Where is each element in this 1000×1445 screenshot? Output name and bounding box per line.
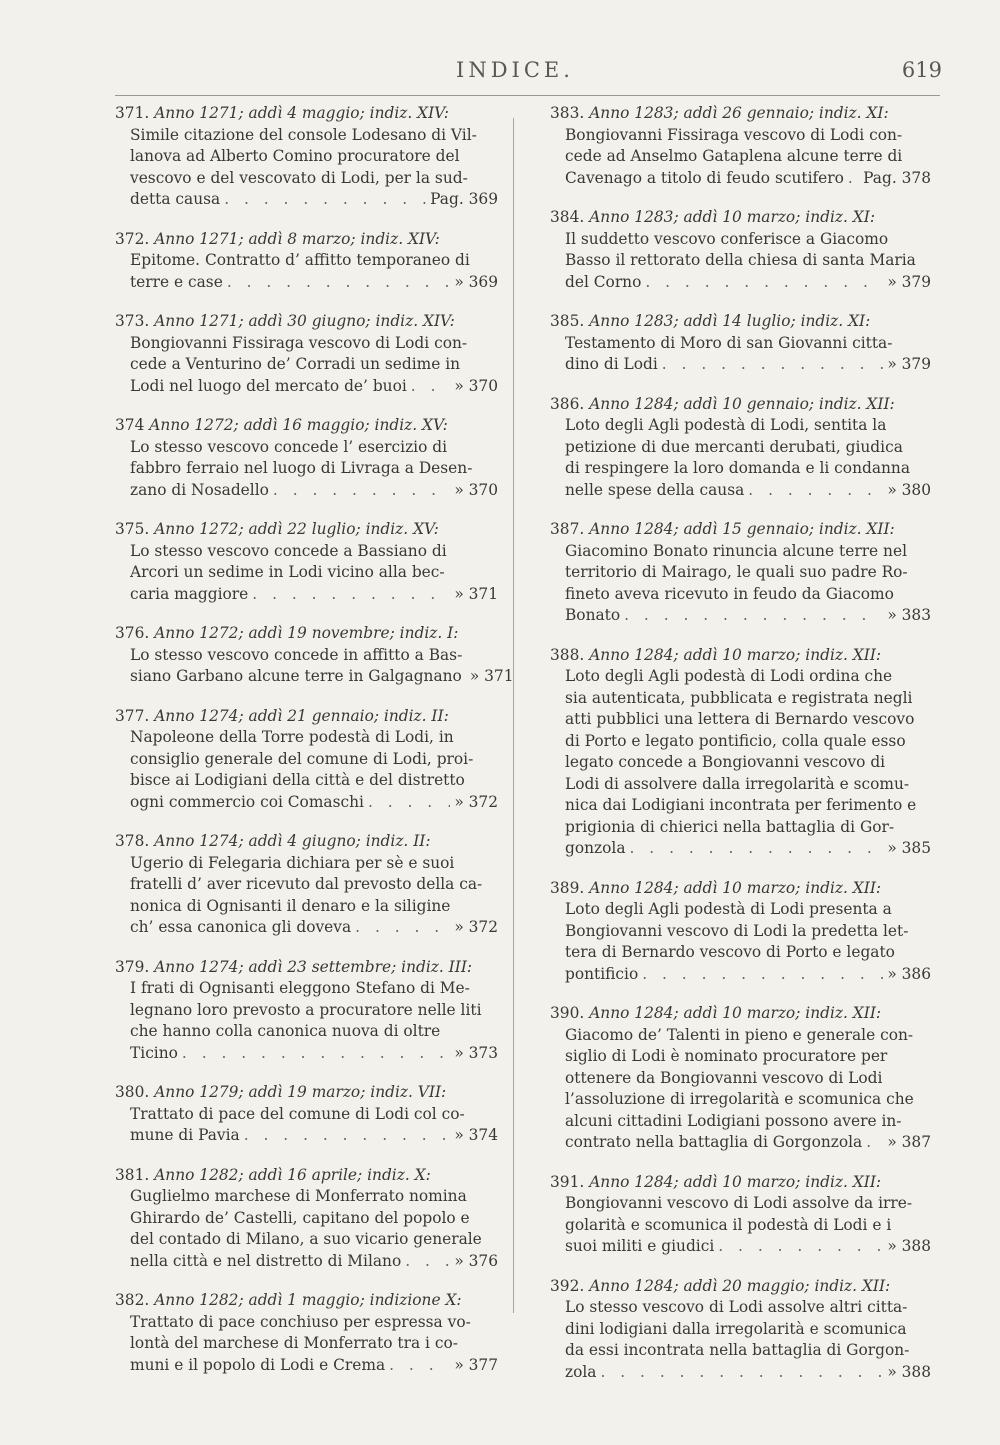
dot-leader <box>748 480 883 502</box>
entry-text-line: Basso il rettorato della chiesa di santa Maria <box>565 251 916 269</box>
entry-text-line: Bongiovanni Fissiraga vescovo di Lodi con- <box>565 125 903 144</box>
entry-number: 385. <box>550 312 585 330</box>
entry-text-line: contrato nella battaglia di Gorgonzola <box>565 1133 863 1151</box>
page-reference: » 372 <box>454 792 498 811</box>
dot-leader <box>368 792 450 814</box>
entry-date: Anno 1271; addì 30 giugno; indiz. XIV: <box>154 312 455 330</box>
entry-description <box>565 1193 931 1258</box>
entry-text-line: Ghirardo de’ Castelli, capitano del popolo e <box>130 1208 470 1227</box>
entry-text-line: Testamento di Moro di san Giovanni citta- <box>565 333 893 352</box>
index-entry <box>550 645 931 860</box>
entry-description <box>130 727 498 813</box>
entry-last-line <box>565 272 931 294</box>
entry-description <box>565 541 931 627</box>
dot-leader <box>866 1132 883 1154</box>
index-entry <box>115 957 498 1065</box>
page-reference: » 371 <box>469 667 514 685</box>
index-entry <box>115 229 498 294</box>
entry-heading <box>115 1290 498 1312</box>
entry-text-line: Trattato di pace del comune di Lodi col co- <box>130 1104 465 1123</box>
index-entry <box>550 1172 931 1258</box>
page-reference: » 387 <box>887 1133 931 1151</box>
entry-date: Anno 1272; addì 16 maggio; indiz. XV: <box>149 416 448 434</box>
entry-text-line: del Corno <box>565 272 642 291</box>
entry-text-line: pontificio <box>565 964 639 983</box>
entry-text-line: Lodi nel luogo del mercato de’ buoi <box>130 376 407 395</box>
entry-last-line <box>130 189 498 211</box>
entry-text-line: Napoleone della Torre podestà di Lodi, in <box>130 728 454 746</box>
entry-last-line <box>565 354 931 376</box>
page-reference: » 376 <box>454 1251 498 1270</box>
entry-last-line <box>565 1362 931 1384</box>
entry-date: Anno 1274; addì 21 gennaio; indiz. II: <box>154 706 449 725</box>
entry-text-line: Guglielmo marchese di Monferrato nomina <box>130 1187 467 1205</box>
entry-text-line: l’assoluzione di irregolarità e scomunica che <box>565 1090 914 1108</box>
entry-text-line: Loto degli Agli podestà di Lodi, sentita la <box>565 416 887 434</box>
entry-text-line: tera di Bernardo vescovo di Porto e legato <box>565 943 895 961</box>
entry-text-line: gonzola <box>565 839 626 857</box>
index-entry <box>550 1276 931 1384</box>
entry-heading <box>115 1165 498 1187</box>
entry-description <box>130 333 498 398</box>
entry-description <box>130 853 498 939</box>
entry-number: 389. <box>550 878 585 897</box>
left-column <box>115 103 514 1394</box>
index-entry <box>550 1003 931 1154</box>
entry-heading <box>550 1003 931 1025</box>
entry-text-line: Lodi di assolvere dalla irregolarità e scomu- <box>565 774 910 793</box>
entry-last-line <box>130 792 498 814</box>
dot-leader <box>273 480 450 502</box>
entry-number: 374 <box>115 416 145 434</box>
entry-number: 377. <box>115 706 150 725</box>
dot-leader <box>645 272 883 294</box>
entry-text-line: I frati di Ognisanti eleggono Stefano di Me- <box>130 979 470 997</box>
entry-text-line: ch’ essa canonica gli doveva <box>130 918 352 936</box>
entry-heading <box>550 519 931 541</box>
entry-text-line: nelle spese della causa <box>565 480 745 499</box>
dot-leader <box>252 584 450 606</box>
entry-last-line <box>130 1251 498 1273</box>
entry-text-line: Epitome. Contratto d’ affitto temporaneo di <box>130 251 470 269</box>
index-entry <box>550 878 931 986</box>
entry-date: Anno 1283; addì 10 marzo; indiz. XI: <box>589 208 876 226</box>
entry-text-line: Giacomo de’ Talenti in pieno e generale con- <box>565 1025 914 1044</box>
entry-last-line <box>565 1236 931 1258</box>
entry-description <box>130 1312 498 1377</box>
entry-number: 388. <box>550 645 585 664</box>
page-reference: » 377 <box>454 1355 498 1374</box>
entry-text-line: dino di Lodi <box>565 355 658 373</box>
entry-last-line <box>130 1125 498 1147</box>
entry-date: Anno 1282; addì 1 maggio; indizione X: <box>154 1291 462 1309</box>
index-entry <box>550 103 931 189</box>
entry-number: 382. <box>115 1291 150 1309</box>
entry-text-line: golarità e scomunica il podestà di Lodi e i <box>565 1215 892 1234</box>
entry-text-line: da essi incontrata nella battaglia di Gorgon- <box>565 1341 910 1359</box>
entry-number: 383. <box>550 104 585 122</box>
entry-text-line: Trattato di pace conchiuso per espressa vo- <box>130 1312 471 1331</box>
entry-last-line <box>130 666 514 688</box>
entry-description <box>565 229 931 294</box>
entry-number: 384. <box>550 208 585 226</box>
entry-heading <box>550 311 931 333</box>
page-reference: » 380 <box>887 480 931 499</box>
entry-number: 371. <box>115 104 150 122</box>
entry-text-line: suoi militi e giudici <box>565 1237 715 1255</box>
entry-date: Anno 1282; addì 16 aprile; indiz. X: <box>154 1165 431 1184</box>
entry-text-line: petizione di due mercanti derubati, giudica <box>565 437 903 456</box>
dot-leader <box>244 1125 451 1147</box>
dot-leader <box>182 1043 450 1065</box>
entry-text-line: Simile citazione del console Lodesano di Vil- <box>130 125 477 144</box>
entry-description <box>565 125 931 190</box>
entry-text-line: lontà del marchese di Monferrato tra i co- <box>130 1334 458 1352</box>
index-entry <box>115 831 498 939</box>
index-entry <box>550 311 931 376</box>
entry-text-line: fabbro ferraio nel luogo di Livraga a Desen- <box>130 459 473 477</box>
entry-text-line: mune di Pavia <box>130 1126 240 1144</box>
entry-text-line: territorio di Mairago, le quali suo padre Ro- <box>565 563 908 581</box>
entry-last-line <box>130 480 498 502</box>
page-reference: » 386 <box>887 964 931 983</box>
entry-heading <box>115 229 498 251</box>
page-reference: » 370 <box>454 480 498 499</box>
entry-date: Anno 1284; addì 10 marzo; indiz. XII: <box>589 1004 882 1022</box>
page-reference: » 388 <box>887 1362 931 1381</box>
dot-leader <box>227 272 451 294</box>
entry-text-line: che hanno colla canonica nuova di oltre <box>130 1022 441 1040</box>
entry-text-line: zola <box>565 1362 597 1381</box>
entry-text-line: Bonato <box>565 606 621 624</box>
page-reference: » 379 <box>887 355 931 373</box>
entry-text-line: zano di Nosadello <box>130 480 269 499</box>
page-reference: » 372 <box>454 918 498 936</box>
entry-date: Anno 1284; addì 15 gennaio; indiz. XII: <box>589 520 895 538</box>
entry-description <box>130 1104 498 1147</box>
entry-last-line <box>565 838 931 860</box>
right-column <box>550 103 931 1401</box>
index-entry <box>550 394 931 502</box>
entry-date: Anno 1279; addì 19 marzo; indiz. VII: <box>154 1083 447 1101</box>
entry-text-line: caria maggiore <box>130 584 249 603</box>
entry-description <box>565 333 931 376</box>
page-header <box>0 0 1000 100</box>
entry-text-line: Lo stesso vescovo concede in affitto a Bas- <box>130 645 463 664</box>
page-reference: Pag. 369 <box>430 190 498 208</box>
entry-description <box>565 415 931 501</box>
entry-number: 376. <box>115 624 150 642</box>
entry-heading <box>550 394 931 416</box>
entry-text-line: legato concede a Bongiovanni vescovo di <box>565 753 886 771</box>
entry-text-line: alcuni cittadini Lodigiani possono avere in- <box>565 1111 902 1130</box>
entry-text-line: Loto degli Agli podestà di Lodi presenta a <box>565 900 892 918</box>
entry-description <box>130 978 498 1064</box>
entry-text-line: Arcori un sedime in Lodi vicino alla bec- <box>130 563 445 581</box>
entry-number: 375. <box>115 520 150 538</box>
entry-number: 379. <box>115 957 150 976</box>
index-entry <box>115 1165 498 1273</box>
page-reference: Pag. 378 <box>863 168 931 187</box>
page-reference: » 379 <box>887 272 931 291</box>
dot-leader <box>848 168 859 190</box>
index-entry <box>550 207 931 293</box>
dot-leader <box>624 605 883 627</box>
entry-description <box>130 1186 498 1272</box>
dot-leader <box>224 189 426 211</box>
entry-text-line: dini lodigiani dalla irregolarità e scomunica <box>565 1319 907 1338</box>
entry-number: 391. <box>550 1172 585 1191</box>
entry-last-line <box>130 1043 498 1065</box>
index-entry <box>115 519 498 605</box>
index-entry <box>115 311 498 397</box>
entry-text-line: siglio di Lodi è nominato procuratore per <box>565 1047 888 1065</box>
entry-description <box>565 1025 931 1154</box>
entry-heading <box>115 623 498 645</box>
entry-date: Anno 1284; addì 10 marzo; indiz. XII: <box>589 878 882 897</box>
entry-number: 380. <box>115 1083 150 1101</box>
page-reference: » 385 <box>887 839 931 857</box>
entry-text-line: nica dai Lodigiani incontrata per ferimento e <box>565 796 917 814</box>
entry-text-line: Il suddetto vescovo conferisce a Giacomo <box>565 229 889 248</box>
entry-date: Anno 1272; addì 19 novembre; indiz. I: <box>154 624 459 642</box>
entry-date: Anno 1274; addì 23 settembre; indiz. III: <box>154 957 473 976</box>
dot-leader <box>662 354 884 376</box>
entry-text-line: Cavenago a titolo di feudo scutifero <box>565 168 844 187</box>
entry-number: 372. <box>115 229 150 248</box>
entry-text-line: Ticino <box>130 1043 178 1062</box>
entry-text-line: fineto aveva ricevuto in feudo da Giacomo <box>565 584 894 603</box>
dot-leader <box>630 838 884 860</box>
dot-leader <box>405 1251 450 1273</box>
entry-text-line: Bongiovanni Fissiraga vescovo di Lodi con- <box>130 333 468 352</box>
entry-date: Anno 1283; addì 26 gennaio; indiz. XI: <box>589 104 889 122</box>
entry-date: Anno 1271; addì 8 marzo; indiz. XIV: <box>154 229 440 248</box>
entry-number: 387. <box>550 520 585 538</box>
dot-leader <box>642 964 883 986</box>
entry-heading <box>115 415 498 437</box>
entry-last-line <box>565 605 931 627</box>
entry-text-line: Loto degli Agli podestà di Lodi ordina che <box>565 667 893 685</box>
entry-heading <box>115 103 498 125</box>
entry-date: Anno 1284; addì 10 marzo; indiz. XII: <box>589 1172 882 1191</box>
entry-text-line: Lo stesso vescovo concede a Bassiano di <box>130 541 447 560</box>
entry-date: Anno 1272; addì 22 luglio; indiz. XV: <box>154 520 439 538</box>
index-entry <box>115 706 498 814</box>
entry-text-line: bisce ai Lodigiani della città e del distretto <box>130 771 465 789</box>
entry-text-line: Giacomino Bonato rinuncia alcune terre nel <box>565 541 907 560</box>
entry-text-line: terre e case <box>130 272 223 291</box>
page-reference: » 369 <box>454 272 498 291</box>
page-reference: » 373 <box>454 1043 498 1062</box>
entry-heading <box>550 1172 931 1194</box>
entry-text-line: nella città e nel distretto di Milano <box>130 1251 402 1270</box>
page-reference: » 388 <box>887 1237 931 1255</box>
entry-text-line: detta causa <box>130 190 221 208</box>
entry-text-line: nonica di Ognisanti il denaro e la siligine <box>130 896 451 915</box>
entry-date: Anno 1283; addì 14 luglio; indiz. XI: <box>589 312 871 330</box>
entry-text-line: consiglio generale del comune di Lodi, proi- <box>130 749 474 768</box>
page-number: 619 <box>901 58 942 82</box>
entry-text-line: del contado di Milano, a suo vicario generale <box>130 1230 482 1248</box>
entry-heading <box>550 1276 931 1298</box>
entry-text-line: di Porto e legato pontificio, colla quale esso <box>565 731 906 750</box>
entry-last-line <box>565 964 931 986</box>
entry-heading <box>115 957 498 979</box>
entry-date: Anno 1284; addì 10 marzo; indiz. XII: <box>589 645 882 664</box>
entry-text-line: vescovo e del vescovato di Lodi, per la sud- <box>130 168 468 187</box>
entry-number: 390. <box>550 1004 585 1022</box>
entry-text-line: sia autenticata, pubblicata e registrata negli <box>565 688 913 707</box>
dot-leader <box>600 1362 883 1384</box>
entry-text-line: Lo stesso vescovo concede l’ esercizio di <box>130 437 448 456</box>
column-divider <box>513 118 514 1313</box>
entry-text-line: cede ad Anselmo Gataplena alcune terre di <box>565 147 903 165</box>
entry-text-line: di respingere la loro domanda e li condanna <box>565 459 911 477</box>
entry-last-line <box>565 168 931 190</box>
entry-number: 373. <box>115 312 150 330</box>
entry-text-line: atti pubblici una lettera di Bernardo vescovo <box>565 710 915 728</box>
entry-text-line: fratelli d’ aver ricevuto dal prevosto della ca- <box>130 875 483 893</box>
entry-text-line: siano Garbano alcune terre in Galgagnano <box>130 667 462 685</box>
index-entry <box>115 1082 498 1147</box>
entry-last-line <box>130 584 498 606</box>
entry-last-line <box>565 480 931 502</box>
entry-heading <box>115 519 498 541</box>
page-title: INDICE. <box>456 58 574 82</box>
entry-description <box>130 437 498 502</box>
index-entry <box>115 415 498 501</box>
entry-heading <box>115 706 498 728</box>
entry-heading <box>115 1082 498 1104</box>
page-reference: » 371 <box>454 584 498 603</box>
page-reference: » 383 <box>887 606 931 624</box>
entry-last-line <box>130 272 498 294</box>
entry-text-line: Ugerio di Felegaria dichiara per sè e suoi <box>130 853 455 872</box>
page-reference: » 374 <box>454 1126 498 1144</box>
entry-last-line <box>130 917 498 939</box>
entry-last-line <box>130 376 498 398</box>
index-entry <box>115 1290 498 1376</box>
dot-leader <box>355 917 450 939</box>
entry-description <box>565 666 931 860</box>
entry-description <box>565 899 931 985</box>
entry-text-line: Lo stesso vescovo di Lodi assolve altri citta- <box>565 1298 908 1316</box>
entry-description <box>130 125 498 211</box>
dot-leader <box>389 1355 450 1377</box>
page-reference: » 370 <box>454 376 498 395</box>
entry-date: Anno 1271; addì 4 maggio; indiz. XIV: <box>154 104 449 122</box>
index-entry <box>115 623 514 688</box>
entry-number: 378. <box>115 832 150 850</box>
header-rule <box>115 95 940 96</box>
entry-text-line: cede a Venturino de’ Corradi un sedime in <box>130 355 461 373</box>
entry-text-line: legnano loro prevosto a procuratore nelle liti <box>130 1000 482 1019</box>
entry-description <box>130 645 514 688</box>
entry-heading <box>550 207 931 229</box>
entry-description <box>565 1297 931 1383</box>
entry-text-line: Bongiovanni vescovo di Lodi assolve da irre- <box>565 1194 913 1212</box>
entry-date: Anno 1284; addì 20 maggio; indiz. XII: <box>589 1276 891 1295</box>
index-entry <box>550 519 931 627</box>
entry-description <box>130 250 498 293</box>
entry-date: Anno 1284; addì 10 gennaio; indiz. XII: <box>589 394 895 413</box>
entry-last-line <box>130 1355 498 1377</box>
entry-date: Anno 1274; addì 4 giugno; indiz. II: <box>154 832 431 850</box>
entry-description <box>130 541 498 606</box>
entry-text-line: lanova ad Alberto Comino procuratore del <box>130 147 460 165</box>
index-entry <box>115 103 498 211</box>
entry-number: 381. <box>115 1165 150 1184</box>
entry-number: 392. <box>550 1276 585 1295</box>
entry-heading <box>550 103 931 125</box>
entry-text-line: ottenere da Bongiovanni vescovo di Lodi <box>565 1068 883 1087</box>
entry-text-line: Bongiovanni vescovo di Lodi la predetta let- <box>565 921 909 940</box>
entry-heading <box>550 878 931 900</box>
dot-leader <box>718 1236 883 1258</box>
entry-text-line: muni e il popolo di Lodi e Crema <box>130 1355 386 1374</box>
entry-heading <box>550 645 931 667</box>
entry-heading <box>115 311 498 333</box>
entry-text-line: prigionia di chierici nella battaglia di Gor- <box>565 817 895 836</box>
dot-leader <box>411 376 451 398</box>
entry-number: 386. <box>550 394 585 413</box>
entry-text-line: ogni commercio coi Comaschi <box>130 792 364 811</box>
entry-last-line <box>565 1132 931 1154</box>
entry-heading <box>115 831 498 853</box>
